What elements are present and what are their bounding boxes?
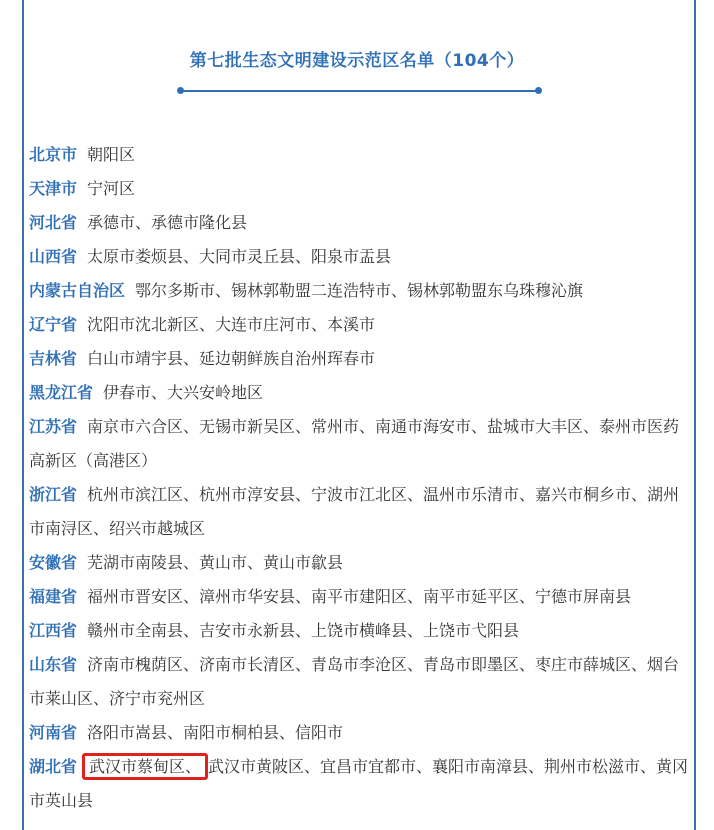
province-label: 福建省 <box>29 587 78 606</box>
list-item <box>29 478 691 546</box>
region-names: 芜湖市南陵县、黄山市、黄山市歙县 <box>87 553 344 572</box>
region-names: 洛阳市嵩县、南阳市桐柏县、信阳市 <box>87 723 344 742</box>
list-item <box>29 376 691 410</box>
province-label: 湖北省 <box>29 757 78 776</box>
list-item <box>29 308 691 342</box>
province-label: 河北省 <box>29 213 78 232</box>
list-item <box>29 410 691 478</box>
divider-dot-right <box>535 87 542 94</box>
list-item <box>29 648 691 716</box>
list-item <box>29 240 691 274</box>
province-label: 山西省 <box>29 247 78 266</box>
page-title: 第七批生态文明建设示范区名单（104个） <box>189 51 525 71</box>
province-label: 黑龙江省 <box>29 383 94 402</box>
province-label: 天津市 <box>29 179 78 198</box>
list-item <box>29 750 691 818</box>
region-names: 南京市六合区、无锡市新吴区、常州市、南通市海安市、盐城市大丰区、泰州市医药高新区（高港区） <box>29 417 680 470</box>
region-names: 朝阳区 <box>87 145 136 164</box>
list-item <box>29 274 691 308</box>
region-names: 沈阳市沈北新区、大连市庄河市、本溪市 <box>87 315 376 334</box>
province-label: 安徽省 <box>29 553 78 572</box>
list-item <box>29 342 691 376</box>
title-divider <box>180 90 538 92</box>
province-label: 江苏省 <box>29 417 78 436</box>
region-names: 杭州市滨江区、杭州市淳安县、宁波市江北区、温州市乐清市、嘉兴市桐乡市、湖州市南浔区、绍兴市越城区 <box>29 485 680 538</box>
province-label: 浙江省 <box>29 485 78 504</box>
region-names: 福州市晋安区、漳州市华安县、南平市建阳区、南平市延平区、宁德市屏南县 <box>87 587 632 606</box>
province-label: 吉林省 <box>29 349 78 368</box>
region-names: 伊春市、大兴安岭地区 <box>103 383 264 402</box>
province-label: 内蒙古自治区 <box>29 281 126 300</box>
divider-dot-left <box>177 87 184 94</box>
province-label: 河南省 <box>29 723 78 742</box>
province-label: 北京市 <box>29 145 78 164</box>
region-names: 鄂尔多斯市、锡林郭勒盟二连浩特市、锡林郭勒盟东乌珠穆沁旗 <box>135 281 584 300</box>
region-names: 太原市娄烦县、大同市灵丘县、阳泉市盂县 <box>87 247 392 266</box>
region-names: 武汉市黄陂区、宜昌市宜都市、襄阳市南漳县、荆州市松滋市、黄冈市英山县 <box>29 757 689 810</box>
list-item <box>29 716 691 750</box>
region-names: 白山市靖宇县、延边朝鲜族自治州珲春市 <box>87 349 376 368</box>
region-names: 宁河区 <box>87 179 136 198</box>
highlighted-region: 武汉市蔡甸区、 <box>82 753 208 780</box>
province-label: 江西省 <box>29 621 78 640</box>
region-names: 承德市、承德市隆化县 <box>87 213 248 232</box>
list-item <box>29 580 691 614</box>
list-item <box>29 172 691 206</box>
list-item <box>29 138 691 172</box>
list-item <box>29 546 691 580</box>
list-item <box>29 206 691 240</box>
region-list <box>29 138 691 818</box>
province-label: 山东省 <box>29 655 78 674</box>
region-names: 赣州市全南县、吉安市永新县、上饶市横峰县、上饶市弋阳县 <box>87 621 520 640</box>
province-label: 辽宁省 <box>29 315 78 334</box>
region-names: 济南市槐荫区、济南市长清区、青岛市李沧区、青岛市即墨区、枣庄市薛城区、烟台市莱山区、济宁市兖州区 <box>29 655 680 708</box>
list-item <box>29 614 691 648</box>
